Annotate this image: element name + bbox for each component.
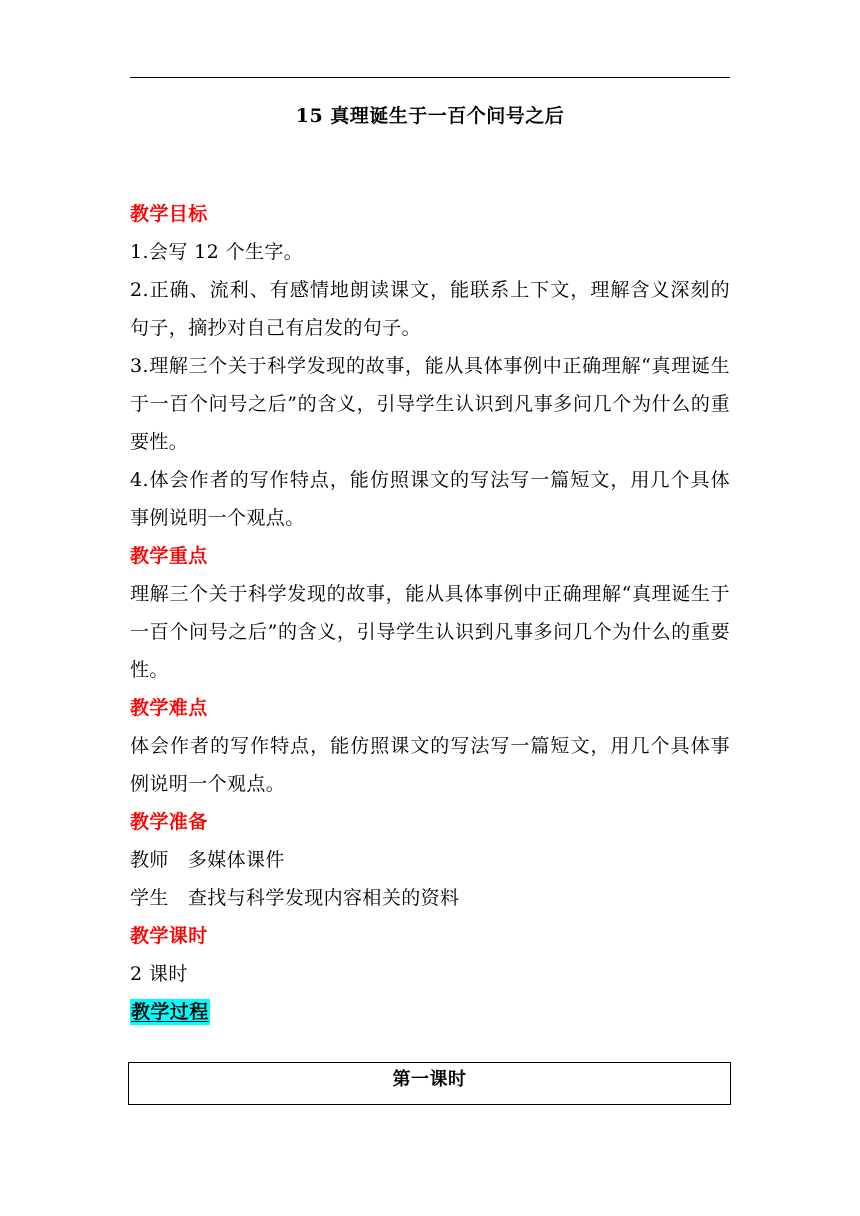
difficulties-text: 体会作者的写作特点，能仿照课文的写法写一篇短文，用几个具体事例说明一个观点。 <box>130 735 730 795</box>
document-body <box>130 195 730 1031</box>
goal-item-3: 3.理解三个关于科学发现的故事，能从具体事例中正确理解“真理诞生于一百个问号之后”的含义，引导学生认识到凡事多问几个为什么的重要性。 <box>130 355 730 453</box>
teacher-value: 多媒体课件 <box>187 849 285 871</box>
hours-text: 2 课时 <box>130 963 188 985</box>
header-rule <box>130 77 730 78</box>
goals-heading: 教学目标 <box>130 203 208 225</box>
process-heading: 教学过程 <box>131 1001 209 1023</box>
hours-heading: 教学课时 <box>130 925 208 947</box>
student-label: 学生 <box>130 887 169 909</box>
goal-item-2: 2.正确、流利、有感情地朗读课文，能联系上下文，理解含义深刻的句子，摘抄对自己有启发的句子。 <box>130 279 730 339</box>
teacher-label: 教师 <box>130 849 169 871</box>
process-heading-line <box>130 993 730 1031</box>
document-title: 15 真理诞生于一百个问号之后 <box>295 105 565 127</box>
preparation-student <box>130 879 730 917</box>
preparation-heading: 教学准备 <box>130 811 208 833</box>
preparation-teacher <box>130 841 730 879</box>
goal-item-4: 4.体会作者的写作特点，能仿照课文的写法写一篇短文，用几个具体事例说明一个观点。 <box>130 469 730 529</box>
goal-item-1: 1.会写 12 个生字。 <box>130 241 304 263</box>
key-points-text: 理解三个关于科学发现的故事，能从具体事例中正确理解“真理诞生于一百个问号之后”的含义，引导学生认识到凡事多问几个为什么的重要性。 <box>130 583 730 681</box>
key-points-heading: 教学重点 <box>130 545 208 567</box>
first-lesson-title: 第一课时 <box>392 1069 467 1090</box>
difficulties-heading: 教学难点 <box>130 697 208 719</box>
student-value: 查找与科学发现内容相关的资料 <box>187 887 460 909</box>
first-lesson-table <box>128 1062 731 1105</box>
